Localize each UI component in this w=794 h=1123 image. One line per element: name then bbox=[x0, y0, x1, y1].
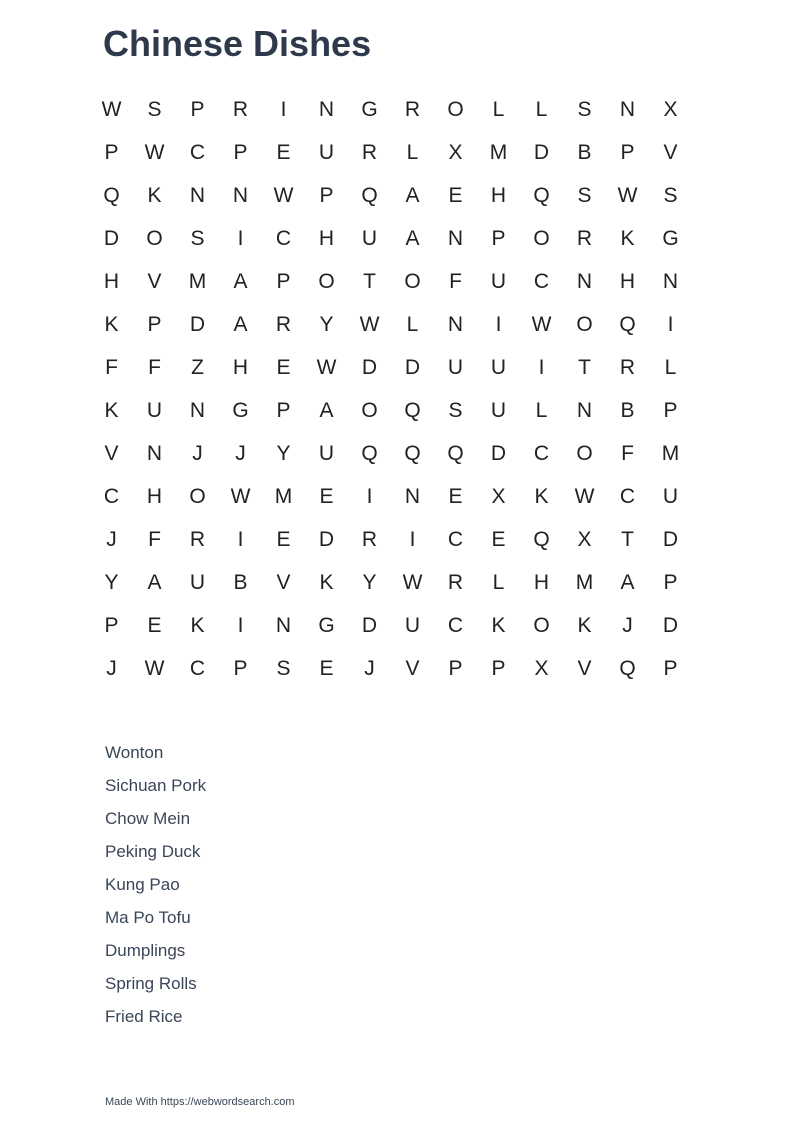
grid-cell: J bbox=[235, 441, 246, 465]
grid-cell: C bbox=[619, 484, 636, 508]
grid-cell: D bbox=[662, 613, 679, 637]
grid-cell: N bbox=[662, 269, 679, 293]
word-list-item: Kung Pao bbox=[105, 875, 180, 894]
grid-cell: H bbox=[146, 484, 163, 508]
grid-cell: N bbox=[619, 97, 636, 121]
grid-cell: E bbox=[276, 140, 291, 164]
grid-cell: N bbox=[146, 441, 163, 465]
grid-cell: K bbox=[491, 613, 506, 637]
grid-cell: Q bbox=[361, 441, 378, 465]
grid-cell: N bbox=[189, 398, 206, 422]
grid-cell: C bbox=[275, 226, 292, 250]
grid-cell: N bbox=[447, 226, 464, 250]
grid-cell: D bbox=[361, 613, 378, 637]
grid-cell: P bbox=[663, 570, 678, 594]
grid-cell: Q bbox=[447, 441, 464, 465]
grid-cell: U bbox=[490, 269, 507, 293]
grid-cell: X bbox=[534, 656, 549, 680]
grid-cell: M bbox=[489, 140, 508, 164]
grid-cell: O bbox=[576, 312, 593, 336]
grid-cell: J bbox=[192, 441, 203, 465]
grid-cell: J bbox=[106, 656, 117, 680]
grid-cell: K bbox=[620, 226, 635, 250]
grid-cell: N bbox=[404, 484, 421, 508]
grid-cell: M bbox=[274, 484, 293, 508]
grid-cell: N bbox=[275, 613, 292, 637]
grid-cell: I bbox=[538, 355, 545, 379]
grid-cell: E bbox=[448, 183, 463, 207]
grid-cell: R bbox=[232, 97, 249, 121]
grid-cell: A bbox=[620, 570, 635, 594]
grid-cell: G bbox=[318, 613, 335, 637]
grid-cell: E bbox=[147, 613, 162, 637]
grid-cell: S bbox=[663, 183, 678, 207]
grid-cell: I bbox=[409, 527, 416, 551]
grid-cell: P bbox=[276, 269, 291, 293]
grid-cell: P bbox=[276, 398, 291, 422]
grid-cell: Y bbox=[276, 441, 291, 465]
word-list-item: Peking Duck bbox=[105, 842, 201, 861]
grid-cell: X bbox=[448, 140, 463, 164]
grid-cell: Q bbox=[103, 183, 120, 207]
grid-cell: R bbox=[275, 312, 292, 336]
grid-cell: K bbox=[147, 183, 162, 207]
grid-cell: W bbox=[617, 183, 638, 207]
grid-cell: V bbox=[663, 140, 678, 164]
grid-cell: I bbox=[366, 484, 373, 508]
grid-cell: S bbox=[577, 183, 592, 207]
grid-cell: L bbox=[535, 398, 548, 422]
grid-cell: R bbox=[189, 527, 206, 551]
grid-cell: P bbox=[319, 183, 334, 207]
grid-cell: I bbox=[495, 312, 502, 336]
grid-cell: P bbox=[147, 312, 162, 336]
grid-cell: T bbox=[363, 269, 376, 293]
grid-cell: P bbox=[663, 656, 678, 680]
grid-cell: U bbox=[404, 613, 421, 637]
grid-cell: K bbox=[190, 613, 205, 637]
grid-cell: W bbox=[359, 312, 380, 336]
grid-cell: U bbox=[447, 355, 464, 379]
grid-cell: U bbox=[662, 484, 679, 508]
grid-cell: Q bbox=[404, 398, 421, 422]
grid-cell: O bbox=[576, 441, 593, 465]
grid-cell: F bbox=[148, 527, 161, 551]
grid-cell: P bbox=[104, 140, 119, 164]
grid-cell: K bbox=[104, 312, 119, 336]
grid-cell: P bbox=[491, 656, 506, 680]
grid-cell: P bbox=[233, 140, 248, 164]
grid-cell: O bbox=[189, 484, 206, 508]
grid-cell: N bbox=[576, 398, 593, 422]
grid-cell: P bbox=[663, 398, 678, 422]
word-list bbox=[105, 736, 206, 1033]
grid-cell: B bbox=[620, 398, 635, 422]
grid-cell: L bbox=[492, 97, 505, 121]
grid-cell: R bbox=[361, 527, 378, 551]
grid-cell: V bbox=[104, 441, 119, 465]
grid-cell: T bbox=[621, 527, 634, 551]
grid-cell: J bbox=[106, 527, 117, 551]
grid-cell: Q bbox=[619, 312, 636, 336]
grid-cell: H bbox=[232, 355, 249, 379]
grid-cell: C bbox=[189, 656, 206, 680]
grid-cell: R bbox=[619, 355, 636, 379]
grid-cell: M bbox=[575, 570, 594, 594]
grid-cell: W bbox=[273, 183, 294, 207]
grid-cell: I bbox=[237, 226, 244, 250]
grid-cell: U bbox=[318, 140, 335, 164]
grid-cell: C bbox=[533, 441, 550, 465]
grid-cell: Y bbox=[362, 570, 377, 594]
grid-cell: M bbox=[661, 441, 680, 465]
grid-cell: S bbox=[276, 656, 291, 680]
grid-cell: E bbox=[319, 656, 334, 680]
grid-cell: S bbox=[577, 97, 592, 121]
grid-cell: I bbox=[237, 613, 244, 637]
grid-cell: S bbox=[190, 226, 205, 250]
grid-cell: P bbox=[233, 656, 248, 680]
word-list-item: Spring Rolls bbox=[105, 974, 197, 993]
grid-cell: F bbox=[105, 355, 118, 379]
grid-cell: W bbox=[230, 484, 251, 508]
grid-cell: G bbox=[232, 398, 249, 422]
word-list-item: Sichuan Pork bbox=[105, 776, 207, 795]
grid-cell: R bbox=[361, 140, 378, 164]
word-list-item: Ma Po Tofu bbox=[105, 908, 191, 927]
grid-cell: L bbox=[492, 570, 505, 594]
grid-cell: A bbox=[233, 312, 248, 336]
grid-cell: U bbox=[318, 441, 335, 465]
grid-cell: A bbox=[233, 269, 248, 293]
letter-grid bbox=[90, 88, 692, 690]
grid-cell: E bbox=[276, 355, 291, 379]
grid-cell: D bbox=[404, 355, 421, 379]
grid-cell: E bbox=[448, 484, 463, 508]
grid-cell: N bbox=[232, 183, 249, 207]
grid-cell: J bbox=[622, 613, 633, 637]
grid-cell: I bbox=[667, 312, 674, 336]
grid-cell: A bbox=[405, 226, 420, 250]
grid-cell: H bbox=[619, 269, 636, 293]
page-title: Chinese Dishes bbox=[103, 23, 372, 64]
grid-cell: B bbox=[577, 140, 592, 164]
grid-cell: W bbox=[101, 97, 122, 121]
grid-cell: I bbox=[280, 97, 287, 121]
grid-cell: C bbox=[533, 269, 550, 293]
grid-cell: L bbox=[664, 355, 677, 379]
grid-cell: Y bbox=[104, 570, 119, 594]
grid-cell: D bbox=[533, 140, 550, 164]
grid-cell: Y bbox=[319, 312, 334, 336]
grid-cell: E bbox=[319, 484, 334, 508]
grid-cell: O bbox=[146, 226, 163, 250]
word-list-item: Wonton bbox=[105, 743, 164, 762]
grid-cell: C bbox=[103, 484, 120, 508]
grid-cell: X bbox=[491, 484, 506, 508]
grid-cell: Q bbox=[619, 656, 636, 680]
grid-cell: A bbox=[319, 398, 334, 422]
grid-cell: M bbox=[188, 269, 207, 293]
grid-cell: L bbox=[406, 140, 419, 164]
grid-cell: N bbox=[318, 97, 335, 121]
grid-cell: H bbox=[103, 269, 120, 293]
grid-cell: V bbox=[276, 570, 291, 594]
grid-cell: X bbox=[663, 97, 678, 121]
grid-cell: W bbox=[316, 355, 337, 379]
footer-credit: Made With https://webwordsearch.com bbox=[105, 1096, 295, 1108]
grid-cell: G bbox=[361, 97, 378, 121]
grid-cell: E bbox=[491, 527, 506, 551]
grid-cell: O bbox=[361, 398, 378, 422]
grid-cell: V bbox=[577, 656, 592, 680]
grid-cell: O bbox=[533, 613, 550, 637]
grid-cell: A bbox=[405, 183, 420, 207]
grid-cell: K bbox=[104, 398, 119, 422]
word-list-item: Dumplings bbox=[105, 941, 186, 960]
grid-cell: D bbox=[103, 226, 120, 250]
grid-cell: V bbox=[405, 656, 420, 680]
grid-cell: K bbox=[319, 570, 334, 594]
grid-cell: H bbox=[318, 226, 335, 250]
grid-cell: D bbox=[189, 312, 206, 336]
grid-cell: V bbox=[147, 269, 162, 293]
grid-cell: D bbox=[318, 527, 335, 551]
grid-cell: W bbox=[144, 656, 165, 680]
grid-cell: F bbox=[148, 355, 161, 379]
grid-cell: P bbox=[190, 97, 205, 121]
grid-cell: O bbox=[404, 269, 421, 293]
grid-cell: A bbox=[147, 570, 162, 594]
grid-cell: O bbox=[318, 269, 335, 293]
grid-cell: P bbox=[104, 613, 119, 637]
grid-cell: N bbox=[189, 183, 206, 207]
grid-cell: S bbox=[448, 398, 463, 422]
grid-cell: Q bbox=[361, 183, 378, 207]
grid-cell: D bbox=[490, 441, 507, 465]
grid-cell: F bbox=[621, 441, 634, 465]
grid-cell: P bbox=[491, 226, 506, 250]
grid-cell: N bbox=[447, 312, 464, 336]
grid-cell: N bbox=[576, 269, 593, 293]
grid-cell: W bbox=[531, 312, 552, 336]
grid-cell: W bbox=[144, 140, 165, 164]
grid-cell: U bbox=[189, 570, 206, 594]
grid-cell: Q bbox=[404, 441, 421, 465]
grid-cell: E bbox=[276, 527, 291, 551]
grid-cell: K bbox=[534, 484, 549, 508]
grid-cell: K bbox=[577, 613, 592, 637]
grid-cell: B bbox=[233, 570, 248, 594]
grid-cell: O bbox=[533, 226, 550, 250]
grid-cell: C bbox=[189, 140, 206, 164]
grid-cell: S bbox=[147, 97, 162, 121]
word-list-item: Fried Rice bbox=[105, 1007, 183, 1026]
grid-cell: R bbox=[576, 226, 593, 250]
grid-cell: G bbox=[662, 226, 679, 250]
grid-cell: R bbox=[404, 97, 421, 121]
word-list-item: Chow Mein bbox=[105, 809, 191, 828]
grid-cell: O bbox=[447, 97, 464, 121]
grid-cell: D bbox=[361, 355, 378, 379]
grid-cell: F bbox=[449, 269, 462, 293]
grid-cell: H bbox=[533, 570, 550, 594]
grid-cell: L bbox=[406, 312, 419, 336]
grid-cell: Z bbox=[191, 355, 204, 379]
grid-cell: U bbox=[361, 226, 378, 250]
grid-cell: Q bbox=[533, 527, 550, 551]
grid-cell: P bbox=[620, 140, 635, 164]
grid-cell: I bbox=[237, 527, 244, 551]
grid-cell: C bbox=[447, 613, 464, 637]
grid-cell: R bbox=[447, 570, 464, 594]
grid-cell: D bbox=[662, 527, 679, 551]
grid-cell: T bbox=[578, 355, 591, 379]
grid-cell: W bbox=[574, 484, 595, 508]
grid-cell: W bbox=[402, 570, 423, 594]
grid-cell: Q bbox=[533, 183, 550, 207]
grid-cell: J bbox=[364, 656, 375, 680]
grid-cell: L bbox=[535, 97, 548, 121]
grid-cell: U bbox=[490, 398, 507, 422]
grid-cell: U bbox=[146, 398, 163, 422]
grid-cell: U bbox=[490, 355, 507, 379]
grid-cell: X bbox=[577, 527, 592, 551]
grid-cell: P bbox=[448, 656, 463, 680]
grid-cell: H bbox=[490, 183, 507, 207]
grid-cell: C bbox=[447, 527, 464, 551]
